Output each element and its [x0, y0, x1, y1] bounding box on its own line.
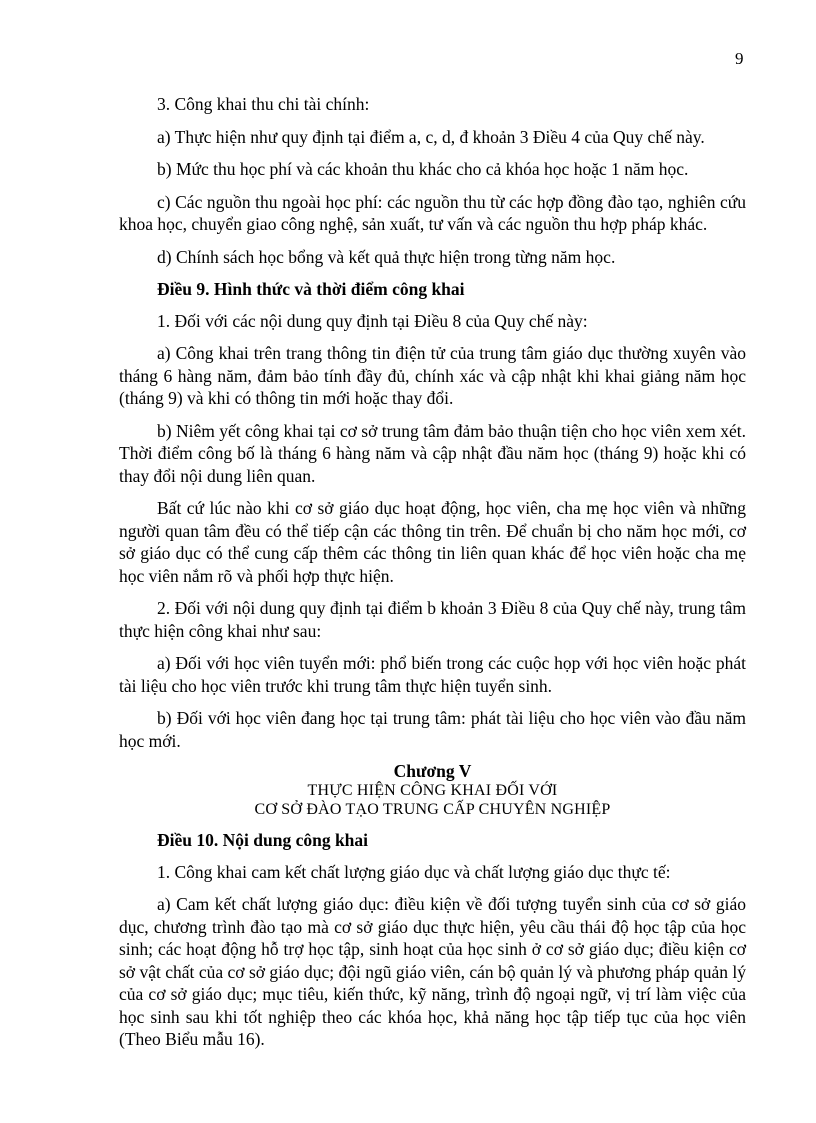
paragraph-article9-item-b: b) Niêm yết công khai tại cơ sở trung tâm đảm bảo thuận tiện cho học viên xem xét. Thời điểm công bố là tháng 6 hàng năm và cập nhật đầu năm học (tháng 9) hoặc khi có thay đổi nội dung liên quan. [119, 420, 746, 486]
paragraph-item-b: b) Mức thu học phí và các khoản thu khác cho cả khóa học hoặc 1 năm học. [157, 159, 689, 179]
page-number: 9 [735, 49, 744, 68]
paragraph-article9-clause2-b: b) Đối với học viên đang học tại trung tâm: phát tài liệu cho học viên vào đầu năm học mới. [119, 708, 746, 751]
chapter-subtitle-line1: THỰC HIỆN CÔNG KHAI ĐỐI VỚI [307, 782, 558, 799]
paragraph-article9-item-a: a) Công khai trên trang thông tin điện tử của trung tâm giáo dục thường xuyên vào tháng 6 hàng năm, đảm bảo tính đầy đủ, chính xác và cập nhật khi khai giảng năm học (tháng 9) và khi có thông tin mới hoặc thay đổi. [119, 343, 746, 408]
paragraph-article10-clause1: 1. Công khai cam kết chất lượng giáo dục và chất lượng giáo dục thực tế: [157, 861, 671, 882]
paragraph-item-d: d) Chính sách học bổng và kết quả thực hiện trong từng năm học. [157, 246, 616, 267]
paragraph-article9-clause2: 2. Đối với nội dung quy định tại điểm b khoản 3 Điều 8 của Quy chế này, trung tâm thực hiện công khai như sau: [119, 598, 746, 641]
paragraph-item-a: a) Thực hiện như quy định tại điểm a, c, d, đ khoản 3 Điều 4 của Quy chế này. [157, 126, 705, 147]
article-9-heading: Điều 9. Hình thức và thời điểm công khai [157, 279, 465, 299]
paragraph-item-c: c) Các nguồn thu ngoài học phí: các nguồn thu từ các hợp đồng đào tạo, nghiên cứu khoa học, chuyển giao công nghệ, sản xuất, tư vấn và các nguồn thu hợp pháp khác. [119, 191, 746, 234]
paragraph-article10-item-a: a) Cam kết chất lượng giáo dục: điều kiện về đối tượng tuyển sinh của cơ sở giáo dục, chương trình đào tạo mà cơ sở giáo dục thực hiện, yêu cầu thái độ học tập của học sinh; các hoạt động hỗ trợ học tập, sinh hoạt của học sinh ở cơ sở giáo dục; điều kiện cơ sở vật chất của cơ sở giáo dục; đội ngũ giáo viên, cán bộ quản lý và phương pháp quản lý của cơ sở giáo dục; mục tiêu, kiến thức, kỹ năng, trình độ ngoại ngữ, vị trí làm việc của học sinh sau khi tốt nghiệp theo các khóa học, khả năng học tập tiếp tục của học viên (Theo Biểu mẫu 16). [119, 894, 746, 1049]
chapter-subtitle-line2: CƠ SỞ ĐÀO TẠO TRUNG CẤP CHUYÊN NGHIỆP [254, 801, 611, 818]
chapter-title: Chương V [393, 761, 472, 781]
document-body [119, 93, 746, 1061]
paragraph-article9-clause2-a: a) Đối với học viên tuyển mới: phổ biến trong các cuộc họp với học viên hoặc phát tài liệu cho học viên trước khi trung tâm thực hiện tuyển sinh. [119, 653, 746, 696]
chapter-heading [119, 762, 746, 819]
paragraph-article9-access: Bất cứ lúc nào khi cơ sở giáo dục hoạt động, học viên, cha mẹ học viên và những người quan tâm đều có thể tiếp cận các thông tin trên. Để chuẩn bị cho năm học mới, cơ sở giáo dục có thể cung cấp thêm các thông tin liên quan khác để học viên hoặc cha mẹ học viên nắm rõ và phối hợp thực hiện. [119, 498, 746, 586]
paragraph-financial-disclosure: 3. Công khai thu chi tài chính: [157, 94, 370, 114]
paragraph-article9-clause1: 1. Đối với các nội dung quy định tại Điều 8 của Quy chế này: [157, 310, 588, 331]
article-10-heading: Điều 10. Nội dung công khai [157, 830, 369, 850]
